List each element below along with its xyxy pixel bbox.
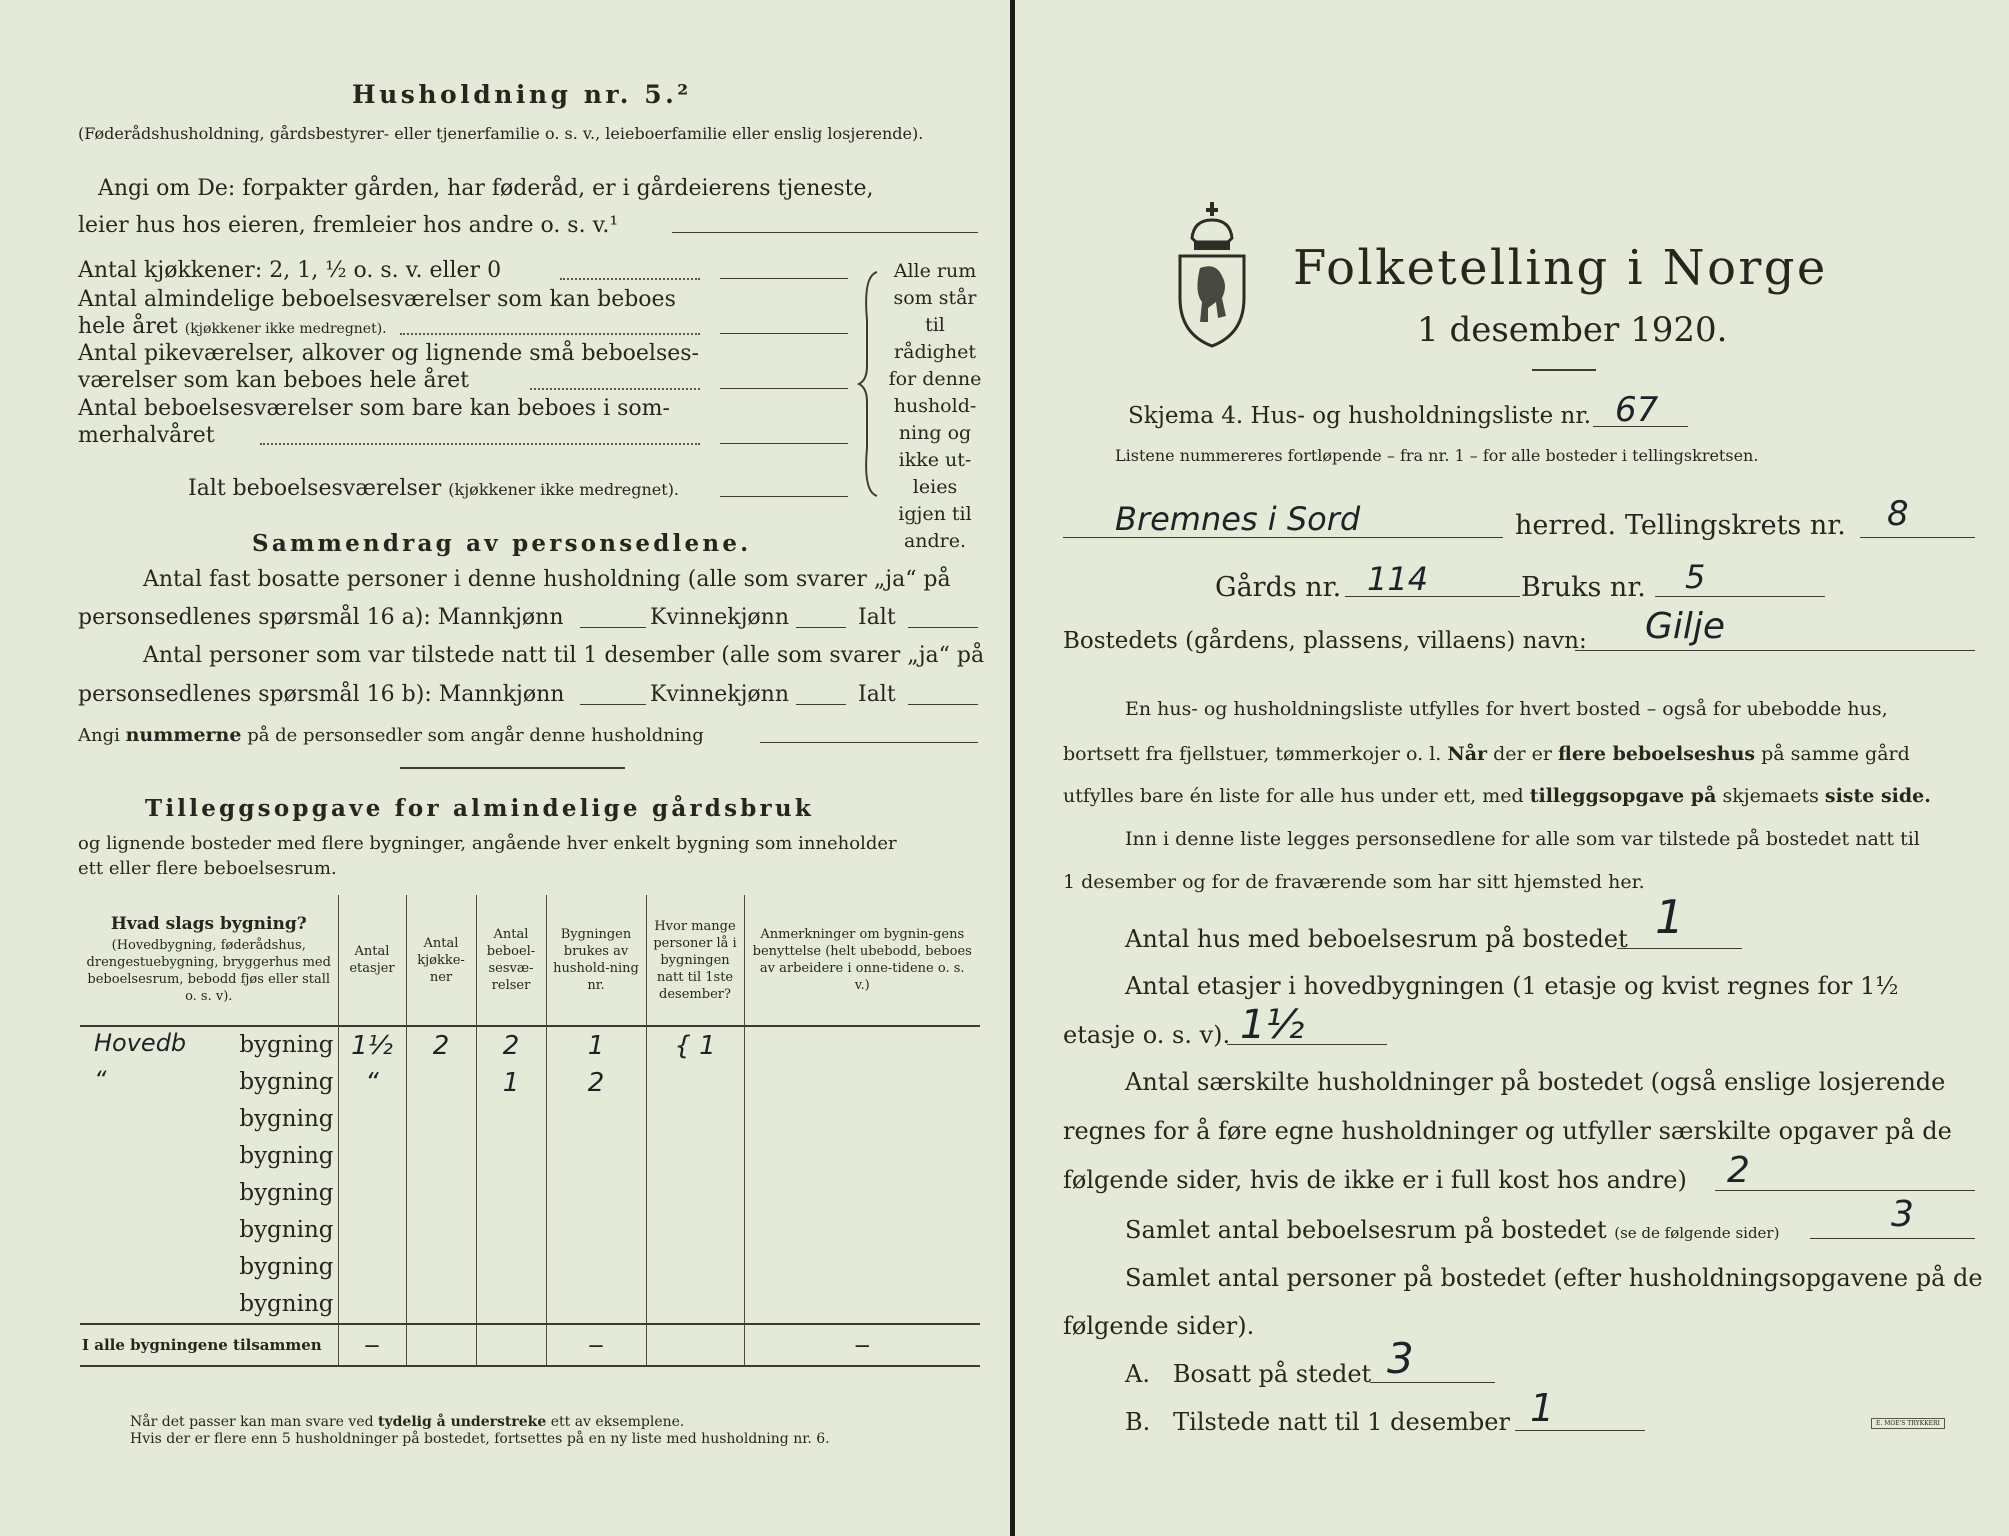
kjokkener-answer[interactable] <box>720 278 848 279</box>
listene-note: Listene nummereres fortløpende – fra nr. 1 – for alle bosteder i tellingskretsen. <box>1115 446 1759 465</box>
alm-label-2-text: hele året <box>78 314 178 339</box>
skjema-number: 67 <box>1615 390 1659 430</box>
herred-value: Bremnes i Sord <box>1115 500 1361 538</box>
row-vaerelser[interactable] <box>476 1286 546 1324</box>
ialt-small: (kjøkkener ikke medregnet). <box>448 480 680 499</box>
instr-2-post: på samme gård <box>1761 743 1910 765</box>
row-type[interactable] <box>80 1249 338 1286</box>
bosatt-value: 3 <box>1387 1334 1414 1383</box>
instr-line-3 <box>1063 785 1931 807</box>
fast-kvinne-answer[interactable] <box>796 627 846 628</box>
title-divider <box>1532 369 1596 371</box>
angi-answer-line[interactable] <box>672 232 978 233</box>
building-row <box>80 1175 980 1212</box>
building-row <box>80 1026 980 1064</box>
room-brace <box>855 270 885 498</box>
rum-small: (se de følgende sider) <box>1614 1224 1780 1242</box>
building-row <box>80 1101 980 1138</box>
building-row <box>80 1064 980 1101</box>
footnote-1-post: ett av eksemplene. <box>550 1414 685 1430</box>
pike-label-2: værelser som kan beboes hele året <box>78 368 469 393</box>
row-brukes[interactable] <box>546 1212 646 1249</box>
row-etasjer[interactable] <box>338 1101 406 1138</box>
etasjer-value: 1½ <box>1240 1002 1305 1048</box>
tillegg-line-1: og lignende bosteder med flere bygninger, angående hver enkelt bygning som inneholder <box>78 833 897 854</box>
row-etasjer[interactable] <box>338 1212 406 1249</box>
row-personer[interactable] <box>646 1101 744 1138</box>
row-type-label: bygning <box>239 1069 334 1095</box>
row-type[interactable] <box>80 1286 338 1324</box>
th-personer <box>646 895 744 1026</box>
som-label-1: Antal beboelsesværelser som bare kan beboes i som- <box>78 396 670 421</box>
bosatt-letter: A. <box>1125 1360 1150 1388</box>
gards-value: 114 <box>1367 560 1429 598</box>
th-vaerelser <box>476 895 546 1026</box>
row-vaerelser[interactable] <box>476 1064 546 1101</box>
row-type-label: bygning <box>239 1143 334 1169</box>
instr-line-2 <box>1063 743 1910 765</box>
row-personer[interactable] <box>646 1026 744 1064</box>
row-type-label: bygning <box>239 1217 334 1243</box>
row-personer[interactable] <box>646 1212 744 1249</box>
row-vaerelser[interactable] <box>476 1101 546 1138</box>
building-total-row <box>80 1324 980 1366</box>
section-divider <box>400 767 625 769</box>
fast-ialt-label: Ialt <box>858 605 896 630</box>
th-building-type-sub: (Hovedbygning, føderådshus, drengestuebygning, bryggerhus med beboelsesrum, bebodd fjøs eller stall o. s. v). <box>86 937 331 1004</box>
row-type[interactable] <box>80 1026 338 1064</box>
row-type[interactable] <box>80 1212 338 1249</box>
rum-line[interactable] <box>1810 1238 1975 1239</box>
row-type-label: bygning <box>239 1291 334 1317</box>
instr-2-pre: bortsett fra fjellstuer, tømmerkojer o. l. <box>1063 743 1442 765</box>
row-kjokkener-value: 2 <box>432 1030 450 1061</box>
fast-mann-answer[interactable] <box>580 627 646 628</box>
row-personer[interactable] <box>646 1064 744 1101</box>
row-etasjer-value: “ <box>365 1067 379 1098</box>
row-anmerkninger[interactable] <box>744 1175 980 1212</box>
footnote-1-pre: Når det passer kan man svare ved <box>130 1414 374 1430</box>
footnote-2: Hvis der er flere enn 5 husholdninger på bostedet, fortsettes på en ny liste med husholdning nr. 6. <box>130 1431 830 1447</box>
tilstede-label <box>1125 1408 1510 1436</box>
tellingskrets-line[interactable] <box>1860 537 1975 538</box>
row-personer[interactable] <box>646 1175 744 1212</box>
skjema-label: Skjema 4. Hus- og husholdningsliste nr. <box>1128 403 1592 429</box>
coat-of-arms-icon <box>1172 198 1252 350</box>
row-kjokkener[interactable] <box>406 1026 476 1064</box>
brace-note: Alle rum som står til rådighet for denne hushold-ning og ikke ut-leies igjen til andre. <box>888 260 982 552</box>
rum-text: Samlet antal beboelsesrum på bostedet <box>1125 1216 1607 1244</box>
instr-3-bold2: siste side. <box>1824 785 1931 807</box>
instr-line-5: 1 desember og for de fraværende som har sitt hjemsted her. <box>1063 871 1645 893</box>
tilstede-line[interactable] <box>1515 1430 1645 1431</box>
row-etasjer[interactable] <box>338 1175 406 1212</box>
total-brukes: — <box>546 1324 646 1366</box>
hush-value: 2 <box>1727 1150 1750 1191</box>
alm-leader <box>400 333 700 335</box>
ialt-label <box>188 476 679 501</box>
building-table-header <box>80 895 980 1026</box>
th-anmerkninger <box>744 895 980 1026</box>
instr-2-mid: der er <box>1493 743 1552 765</box>
row-personer[interactable] <box>646 1286 744 1324</box>
row-anmerkninger[interactable] <box>744 1101 980 1138</box>
row-etasjer[interactable] <box>338 1026 406 1064</box>
total-personer[interactable] <box>646 1324 744 1366</box>
th-personer-text: Hvor mange personer lå i bygningen natt til 1ste desember? <box>653 918 737 1002</box>
rum-label <box>1125 1216 1779 1244</box>
footnote-1-bold: tydelig å understreke <box>378 1414 547 1430</box>
ialt-answer[interactable] <box>720 496 848 497</box>
row-kjokkener[interactable] <box>406 1212 476 1249</box>
row-type-label: bygning <box>239 1180 334 1206</box>
tilstede-mann-answer[interactable] <box>580 704 646 705</box>
building-row <box>80 1286 980 1324</box>
right-page <box>1015 0 2009 1536</box>
tillegg-title: Tilleggsopgave for almindelige gårdsbruk <box>145 795 814 822</box>
row-brukes[interactable] <box>546 1026 646 1064</box>
bosatt-label <box>1125 1360 1371 1388</box>
row-type-handwritten: Hovedb <box>94 1029 187 1057</box>
instr-3-bold1: tilleggsopgave på <box>1529 785 1717 807</box>
bruks-value: 5 <box>1685 558 1706 596</box>
building-row <box>80 1212 980 1249</box>
angi-nummerne-answer[interactable] <box>760 742 978 743</box>
hus-label: Antal hus med beboelsesrum på bostedet <box>1125 925 1628 953</box>
row-anmerkninger[interactable] <box>744 1138 980 1175</box>
angi-nummerne-bold: nummerne <box>125 724 242 746</box>
row-anmerkninger[interactable] <box>744 1212 980 1249</box>
row-personer[interactable] <box>646 1249 744 1286</box>
row-brukes[interactable] <box>546 1175 646 1212</box>
tilstede-value: 1 <box>1530 1386 1555 1430</box>
alm-label-2-small: (kjøkkener ikke medregnet). <box>184 321 387 337</box>
bosted-line[interactable] <box>1575 650 1975 651</box>
bruks-line[interactable] <box>1655 596 1825 597</box>
row-anmerkninger[interactable] <box>744 1064 980 1101</box>
row-vaerelser[interactable] <box>476 1138 546 1175</box>
instr-3-pre: utfylles bare én liste for alle hus under ett, med <box>1063 785 1524 807</box>
instr-2-bold2: flere beboelseshus <box>1558 743 1756 765</box>
ialt-text: Ialt beboelsesværelser <box>188 476 442 501</box>
total-kjokkener[interactable] <box>406 1324 476 1366</box>
row-type[interactable] <box>80 1175 338 1212</box>
som-answer[interactable] <box>720 443 848 444</box>
row-type[interactable] <box>80 1101 338 1138</box>
tilstede-ialt-answer[interactable] <box>908 704 978 705</box>
row-vaerelser-value: 2 <box>502 1030 520 1061</box>
row-type[interactable] <box>80 1064 338 1101</box>
instr-line-1: En hus- og husholdningsliste utfylles for hvert bosted – også for ubebodde hus, <box>1125 698 1888 720</box>
th-building-type <box>80 895 338 1026</box>
hush-line-3: følgende sider, hvis de ikke er i full kost hos andre) <box>1063 1166 1687 1194</box>
rum-value: 3 <box>1891 1194 1914 1235</box>
pike-label-1: Antal pikeværelser, alkover og lignende små beboelses- <box>78 341 699 366</box>
row-anmerkninger[interactable] <box>744 1026 980 1064</box>
tilstede-text: Tilstede natt til 1 desember <box>1173 1408 1510 1436</box>
row-type-label: bygning <box>239 1106 334 1132</box>
main-title: Folketelling i Norge <box>1293 240 1828 296</box>
row-brukes[interactable] <box>546 1138 646 1175</box>
census-date: 1 desember 1920. <box>1417 310 1728 350</box>
tellingskrets-label: Tellingskrets nr. <box>1625 510 1846 541</box>
row-etasjer[interactable] <box>338 1249 406 1286</box>
instr-2-bold1: Når <box>1447 743 1488 765</box>
bosted-value: Gilje <box>1645 606 1726 647</box>
kjokkener-label: Antal kjøkkener: 2, 1, ½ o. s. v. eller 0 <box>78 258 502 283</box>
angi-nummerne <box>78 724 704 746</box>
hush-line[interactable] <box>1715 1190 1975 1191</box>
bosatt-text: Bosatt på stedet <box>1172 1360 1372 1388</box>
th-etasjer <box>338 895 406 1026</box>
row-brukes[interactable] <box>546 1286 646 1324</box>
row-vaerelser[interactable] <box>476 1175 546 1212</box>
building-rows <box>80 1026 980 1324</box>
hush-line-1: Antal særskilte husholdninger på bostedet (også enslige losjerende <box>1125 1068 1946 1096</box>
row-vaerelser-value: 1 <box>502 1067 520 1098</box>
instr-3-mid: skjemaets <box>1722 785 1819 807</box>
angi-line-1: Angi om De: forpakter gården, har føderåd, er i gårdeierens tjeneste, <box>98 176 874 201</box>
row-brukes[interactable] <box>546 1249 646 1286</box>
th-kjokkener <box>406 895 476 1026</box>
th-etasjer-text: Antal etasjer <box>349 944 395 976</box>
kjokkener-leader <box>560 278 700 280</box>
instr-line-4: Inn i denne liste legges personsedlene for alle som var tilstede på bostedet natt til <box>1125 828 1920 850</box>
th-kjokkener-text: Antal kjøkke-ner <box>417 935 465 985</box>
som-label-2: merhalvåret <box>78 423 215 448</box>
row-brukes-value: 1 <box>587 1030 605 1061</box>
row-anmerkninger[interactable] <box>744 1249 980 1286</box>
row-kjokkener[interactable] <box>406 1138 476 1175</box>
herred-label: herred. <box>1515 510 1617 541</box>
tilstede-kvinne-answer[interactable] <box>796 704 846 705</box>
row-kjokkener[interactable] <box>406 1286 476 1324</box>
row-type-handwritten: “ <box>94 1066 107 1094</box>
etasjer-line-2: etasje o. s. v). <box>1063 1021 1231 1049</box>
building-table <box>80 895 980 1367</box>
tilstede-line-1: Antal personer som var tilstede natt til 1 desember (alle som svarer „ja“ på <box>143 643 985 668</box>
th-anmerkninger-text: Anmerkninger om bygnin-gens benyttelse (helt ubebodd, beboes av arbeidere i onne-tidene o. s. v.) <box>752 927 972 993</box>
row-brukes[interactable] <box>546 1101 646 1138</box>
row-etasjer[interactable] <box>338 1286 406 1324</box>
alm-label-1: Antal almindelige beboelsesværelser som kan beboes <box>78 287 676 312</box>
gards-label: Gårds nr. <box>1215 572 1342 603</box>
pers-line-2: følgende sider). <box>1063 1312 1255 1340</box>
angi-nummerne-post: på de personsedler som angår denne husholdning <box>247 725 704 746</box>
alm-label-2 <box>78 314 387 339</box>
th-brukes-text: Bygningen brukes av hushold-ning nr. <box>553 927 639 993</box>
row-etasjer[interactable] <box>338 1064 406 1101</box>
pers-line-1: Samlet antal personer på bostedet (efter husholdningsopgavene på de <box>1125 1264 1983 1292</box>
fast-kvinne-label: Kvinnekjønn <box>650 605 789 630</box>
row-vaerelser[interactable] <box>476 1026 546 1064</box>
building-row <box>80 1138 980 1175</box>
bruks-label: Bruks nr. <box>1521 572 1646 603</box>
sammendrag-title: Sammendrag av personsedlene. <box>252 530 752 557</box>
total-vaerelser[interactable] <box>476 1324 546 1366</box>
tilstede-line-2: personsedlenes spørsmål 16 b): Mannkjønn <box>78 682 565 707</box>
row-anmerkninger[interactable] <box>744 1286 980 1324</box>
row-kjokkener[interactable] <box>406 1101 476 1138</box>
tellingskrets-value: 8 <box>1887 494 1909 534</box>
tilstede-letter: B. <box>1125 1408 1151 1436</box>
fast-line-2: personsedlenes spørsmål 16 a): Mannkjønn <box>78 605 564 630</box>
building-row <box>80 1249 980 1286</box>
fast-line-1: Antal fast bosatte personer i denne husholdning (alle som svarer „ja“ på <box>143 567 951 592</box>
etasjer-line-1: Antal etasjer i hovedbygningen (1 etasje og kvist regnes for 1½ <box>1125 972 1899 1000</box>
bosted-label: Bostedets (gårdens, plassens, villaens) navn: <box>1063 628 1587 654</box>
row-type[interactable] <box>80 1138 338 1175</box>
household-title: Husholdning nr. 5.² <box>352 80 692 109</box>
hus-line[interactable] <box>1617 948 1742 949</box>
fast-ialt-answer[interactable] <box>908 627 978 628</box>
row-personer[interactable] <box>646 1138 744 1175</box>
alm-answer[interactable] <box>720 333 848 334</box>
printer-stamp: E. MOE'S TRYKKERI <box>1871 1418 1945 1429</box>
row-type-label: bygning <box>239 1032 334 1058</box>
angi-nummerne-pre: Angi <box>78 725 120 746</box>
hus-value: 1 <box>1655 890 1685 944</box>
footnote-1 <box>130 1414 684 1430</box>
row-type-label: bygning <box>239 1254 334 1280</box>
row-etasjer[interactable] <box>338 1138 406 1175</box>
th-building-type-title: Hvad slags bygning? <box>110 913 307 934</box>
pike-leader <box>530 388 700 390</box>
som-leader <box>260 443 700 445</box>
total-etasjer: — <box>338 1324 406 1366</box>
total-anmerkninger: — <box>744 1324 980 1366</box>
th-vaerelser-text: Antal beboel-sesvæ-relser <box>486 927 536 993</box>
row-etasjer-value: 1½ <box>351 1030 393 1061</box>
angi-line-2: leier hus hos eieren, fremleier hos andre o. s. v.¹ <box>78 213 619 238</box>
hush-line-2: regnes for å føre egne husholdninger og utfyller særskilte opgaver på de <box>1063 1117 1952 1145</box>
row-kjokkener[interactable] <box>406 1249 476 1286</box>
row-brukes[interactable] <box>546 1064 646 1101</box>
row-vaerelser[interactable] <box>476 1212 546 1249</box>
tillegg-line-2: ett eller flere beboelsesrum. <box>78 858 337 879</box>
row-brukes-value: 2 <box>587 1067 605 1098</box>
row-vaerelser[interactable] <box>476 1249 546 1286</box>
row-personer-value: { 1 <box>674 1030 716 1061</box>
household-intro: (Føderådshusholdning, gårdsbestyrer- eller tjenerfamilie o. s. v., leieboerfamilie eller enslig losjerende). <box>78 124 924 143</box>
row-kjokkener[interactable] <box>406 1064 476 1101</box>
th-brukes <box>546 895 646 1026</box>
row-kjokkener[interactable] <box>406 1175 476 1212</box>
tilstede-ialt-label: Ialt <box>858 682 896 707</box>
total-label: I alle bygningene tilsammen <box>80 1324 338 1366</box>
pike-answer[interactable] <box>720 388 848 389</box>
tilstede-kvinne-label: Kvinnekjønn <box>650 682 789 707</box>
